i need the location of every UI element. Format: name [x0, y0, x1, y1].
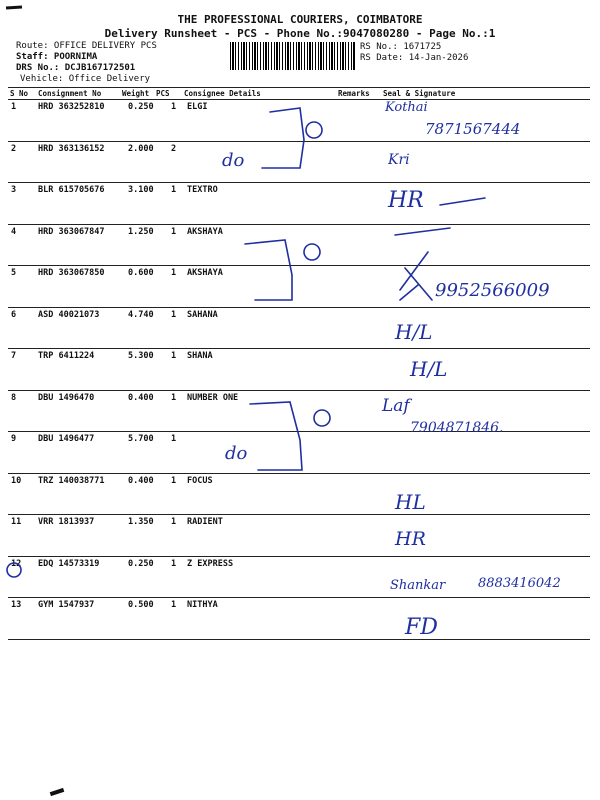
row-consignment-no: HRD 363067850	[38, 268, 105, 278]
row-pcs: 1	[171, 558, 177, 569]
row-consignee: FOCUS	[187, 475, 213, 486]
row-consignment-no: DBU 1496470	[38, 392, 95, 403]
col-seal-signature: Seal & Signature	[383, 89, 456, 98]
row-pcs: 2	[171, 143, 177, 154]
handwritten-phone-row5: 9952566009	[435, 280, 550, 301]
row-weight: 2.000	[128, 143, 154, 154]
row-sno: 5	[11, 268, 17, 278]
row-weight: 0.250	[128, 558, 154, 569]
col-consignee: Consignee Details	[184, 89, 261, 98]
row-weight: 0.250	[128, 102, 154, 112]
staff-label: Staff: POORNIMA	[16, 52, 98, 62]
row-sno: 13	[11, 600, 22, 610]
handwritten-phone-row8: 7904871846.	[410, 420, 504, 436]
ditto-mark-row2: do	[222, 150, 245, 171]
row-sno: 10	[11, 475, 22, 486]
row-pcs: 1	[171, 226, 177, 237]
col-weight: Weight	[122, 89, 150, 98]
row-consignment-no: TRP 6411224	[38, 351, 95, 361]
circled-mark-row4	[304, 244, 320, 260]
col-remarks: Remarks	[338, 89, 370, 98]
row-consignee: AKSHAYA	[187, 268, 223, 278]
row-sno: 6	[11, 309, 17, 320]
document-title: THE PROFESSIONAL COURIERS, COIMBATORE	[177, 13, 423, 26]
row-consignment-no: HRD 363067847	[38, 226, 105, 237]
handwritten-phone-row1: 7871567444	[425, 120, 521, 138]
row-weight: 0.400	[128, 475, 154, 486]
col-pcs: PCS	[156, 89, 170, 98]
row-weight: 0.400	[128, 392, 154, 403]
row-pcs: 1	[171, 185, 177, 195]
drs-number: DRS No.: DCJB167172501	[16, 63, 136, 73]
signature-row11: HR	[395, 528, 426, 550]
signature-row7: H/L	[410, 357, 448, 381]
row-consignee: SAHANA	[187, 309, 218, 320]
row-sno: 1	[11, 102, 17, 112]
row-sno: 8	[11, 392, 17, 403]
signature-row6: H/L	[395, 320, 433, 344]
row-weight: 3.100	[128, 185, 154, 195]
row-consignee: NITHYA	[187, 600, 218, 610]
row-consignment-no: HRD 363252810	[38, 102, 105, 112]
row-consignment-no: BLR 615705676	[38, 185, 105, 195]
row-pcs: 1	[171, 309, 177, 320]
row-pcs: 1	[171, 392, 177, 403]
row-sno: 4	[11, 226, 17, 237]
signature-row13: FD	[405, 615, 438, 640]
rs-number: RS No.: 1671725	[360, 42, 442, 52]
row-sno: 3	[11, 185, 17, 195]
row-consignee: ELGI	[187, 102, 208, 112]
row-weight: 5.300	[128, 351, 154, 361]
bracket-stroke-rows-8-9	[250, 402, 302, 470]
row-sno: 12	[11, 558, 22, 569]
row-consignment-no: ASD 40021073	[38, 309, 100, 320]
row-pcs: 1	[171, 351, 177, 361]
row-pcs: 1	[171, 475, 177, 486]
cross-strokes-row5	[400, 252, 432, 300]
signature-row8: Laf	[382, 396, 410, 416]
row-consignee: RADIENT	[187, 517, 223, 527]
handwritten-phone-row12: 8883416042	[478, 576, 561, 591]
row-pcs: 1	[171, 102, 177, 112]
document-subtitle: Delivery Runsheet - PCS - Phone No.:9047080280 - Page No.:1	[104, 27, 496, 40]
row-consignee: AKSHAYA	[187, 226, 223, 237]
ditto-mark-row9: do	[225, 443, 248, 464]
signature-row12: Shankar	[390, 578, 446, 593]
bracket-stroke-rows-1-2	[262, 108, 304, 168]
row-sno: 9	[11, 434, 17, 444]
stroke-row4	[395, 228, 450, 235]
bracket-stroke-rows-4-5	[245, 240, 292, 300]
row-consignment-no: GYM 1547937	[38, 600, 95, 610]
row-consignee: Z EXPRESS	[187, 558, 234, 569]
row-sno: 11	[11, 517, 22, 527]
row-weight: 4.740	[128, 309, 154, 320]
row-weight: 1.250	[128, 226, 154, 237]
row-pcs: 1	[171, 268, 177, 278]
row-weight: 5.700	[128, 434, 154, 444]
signature-row10: HL	[395, 490, 426, 514]
row-pcs: 1	[171, 600, 177, 610]
row-consignment-no: TRZ 140038771	[38, 475, 105, 486]
signature-row2: Kri	[388, 152, 410, 168]
circled-sno-row12	[7, 563, 21, 577]
circled-mark-row8	[314, 410, 330, 426]
col-sno: S No	[10, 89, 29, 98]
col-consignment: Consignment No	[38, 89, 102, 98]
row-sno: 7	[11, 351, 17, 361]
row-consignment-no: VRR 1813937	[38, 517, 95, 527]
row-sno: 2	[11, 143, 17, 154]
row-consignee: NUMBER ONE	[187, 392, 239, 403]
vehicle-label: Vehicle: Office Delivery	[20, 74, 151, 84]
signature-row1: Kothai	[385, 100, 428, 115]
row-weight: 1.350	[128, 517, 154, 527]
row-consignee: TEXTRO	[187, 185, 218, 195]
row-consignee: SHANA	[187, 351, 213, 361]
route-label: Route: OFFICE DELIVERY PCS	[16, 41, 157, 51]
row-pcs: 1	[171, 517, 177, 527]
signature-row3: HR	[388, 188, 424, 213]
circled-mark-row1	[306, 122, 322, 138]
row-consignment-no: EDQ 14573319	[38, 558, 100, 569]
row-pcs: 1	[171, 434, 177, 444]
row-consignment-no: DBU 1496477	[38, 434, 95, 444]
stroke-row3	[440, 198, 485, 205]
row-weight: 0.500	[128, 600, 154, 610]
row-weight: 0.600	[128, 268, 154, 278]
row-consignment-no: HRD 363136152	[38, 143, 105, 154]
rs-date: RS Date: 14-Jan-2026	[360, 53, 469, 63]
